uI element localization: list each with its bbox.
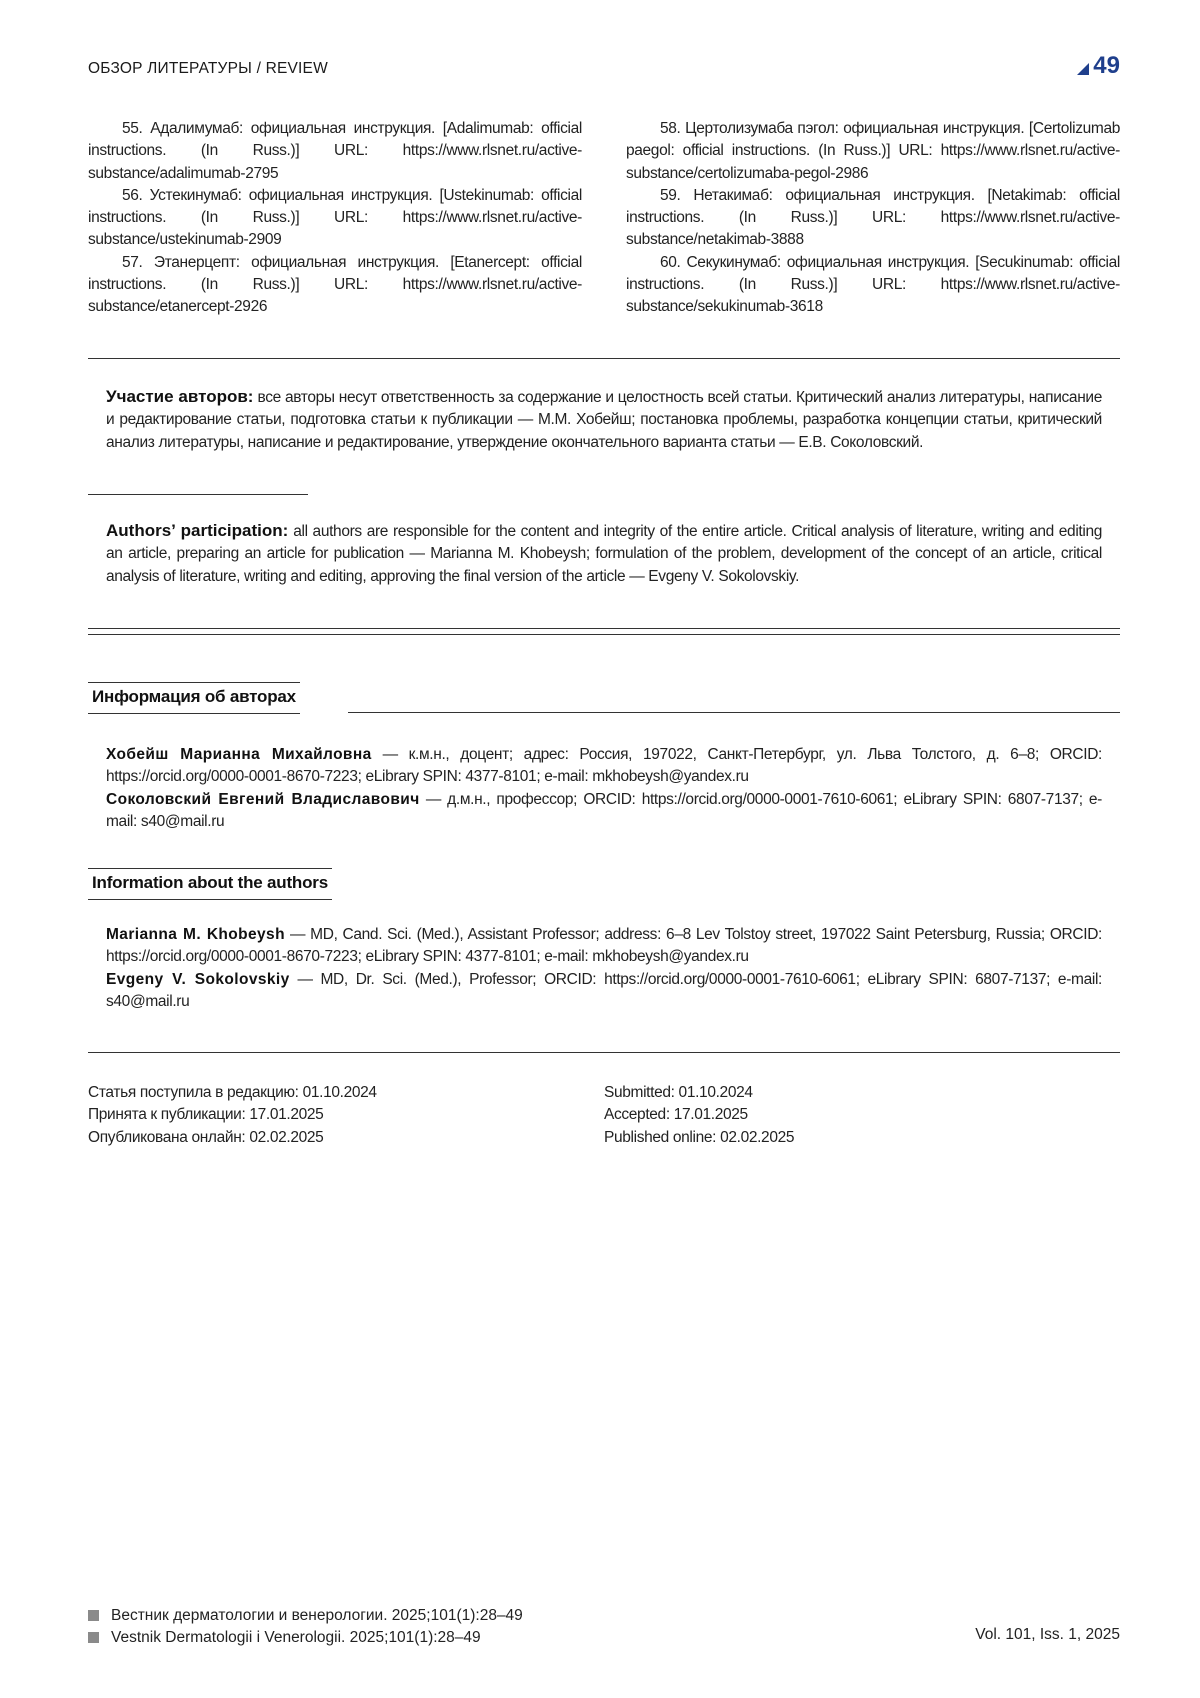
authors-en [106,924,1102,1013]
author-details: — MD, Dr. Sci. (Med.), Professor; ORCID: https://orcid.org/0000-0001-7610-6061; eLibrary SPIN: 6807-7137; e-mail: s40@mail.ru [106,970,1102,1010]
author-entry [106,789,1102,834]
dates-ru [88,1082,604,1149]
article-dates [88,1082,1120,1149]
references [88,118,1120,319]
divider [88,358,1120,359]
page-number-block [1077,52,1120,80]
author-entry [106,744,1102,789]
journal-title-en: Vestnik Dermatologii i Venerologii. 2025;101(1):28–49 [111,1628,481,1646]
participation-en-text: all authors are responsible for the content and integrity of the entire article. Critical analysis of literature, writing and editing an article, preparing an article for publication — Marianna M. Khobeysh; formulation of the problem, development of the concept of an article, critical analysis of literature, writing and editing, approving the final version of the article — Evgeny V. Sokolovskiy. [106,523,1103,585]
reference-item: 60. Секукинумаб: официальная инструкция. [Secukinumab: official instructions. (In Russ.)] URL: https://www.rlsnet.ru/active-substance/sekukinumab-3618 [626,253,1120,316]
author-name: Evgeny V. Sokolovskiy [106,970,290,988]
square-bullet-icon [88,1610,99,1621]
triangle-icon [1077,63,1089,75]
date-line: Submitted: 01.10.2024 [604,1084,753,1101]
authors-ru [106,744,1102,833]
page-number: 49 [1093,52,1120,79]
footer-line-en [88,1627,1120,1649]
short-divider [88,494,308,495]
author-name: Хобейш Марианна Михайловна [106,746,372,763]
participation-en-label: Authors’ participation: [106,521,289,540]
divider [88,1052,1120,1053]
author-name: Marianna M. Khobeysh [106,926,285,943]
author-entry [106,924,1102,969]
references-left-column [88,118,582,319]
volume-info: Vol. 101, Iss. 1, 2025 [975,1626,1120,1643]
author-details: — д.м.н., профессор; ORCID: https://orcid.org/0000-0001-7610-6061; eLibrary SPIN: 6807-7137; e-mail: s40@mail.ru [106,790,1102,830]
date-line: Published online: 02.02.2025 [604,1128,795,1146]
references-right-column [626,118,1120,319]
reference-item: 56. Устекинумаб: официальная инструкция. [Ustekinumab: official instructions. (In Russ.)] URL: https://www.rlsnet.ru/active-substance/ustekinumab-2909 [88,186,582,249]
reference-item: 59. Нетакимаб: официальная инструкция. [Netakimab: official instructions. (In Russ.)] URL: https://www.rlsnet.ru/active-substance/netakimab-3888 [626,186,1120,249]
footer-line-ru [88,1605,1120,1627]
date-line: Опубликована онлайн: 02.02.2025 [88,1128,324,1146]
section-title: ОБЗОР ЛИТЕРАТУРЫ / REVIEW [88,60,328,77]
reference-item: 57. Этанерцепт: официальная инструкция. [Etanercept: official instructions. (In Russ.)] URL: https://www.rlsnet.ru/active-substance/etanercept-2926 [88,253,582,316]
authors-ru-heading: Информация об авторах [88,682,300,714]
double-divider [88,628,1120,635]
author-name: Соколовский Евгений Владиславович [106,790,420,808]
authors-en-heading: Information about the authors [88,868,332,900]
journal-title-ru: Вестник дерматологии и венерологии. 2025;101(1):28–49 [111,1607,523,1624]
participation-ru [106,386,1102,454]
author-details: — к.м.н., доцент; адрес: Россия, 197022, Санкт-Петербург, ул. Льва Толстого, д. 6–8; ORCID: https://orcid.org/0000-0001-8670-7223; eLibrary SPIN: 4377-8101; e-mail: mkhobeysh@yandex.ru [106,746,1102,786]
date-line: Accepted: 17.01.2025 [604,1106,748,1124]
date-line: Статья поступила в редакцию: 01.10.2024 [88,1084,377,1101]
participation-ru-text: все авторы несут ответственность за содержание и целостность всей статьи. Критический анализ литературы, написание и редактирование статьи, подготовка статьи к публикации — М.М. Хобейш; постановка проблемы, разработка концепции статьи, критический анализ литературы, написание и редактирование, утверждение окончательного варианта статьи — Е.В. Соколовский. [106,389,1102,451]
page-footer [88,1605,1120,1648]
participation-ru-label: Участие авторов: [106,387,254,406]
square-bullet-icon [88,1632,99,1643]
participation-en [106,520,1102,588]
date-line: Принята к публикации: 17.01.2025 [88,1106,324,1124]
heading-line [348,712,1120,713]
author-details: — MD, Cand. Sci. (Med.), Assistant Professor; address: 6–8 Lev Tolstoy street, 197022 Saint Petersburg, Russia; ORCID: https://orcid.org/0000-0001-8670-7223; eLibrary SPIN: 4377-8101; e-mail: mkhobeysh@yandex.ru [106,926,1102,966]
reference-item: 55. Адалимумаб: официальная инструкция. [Adalimumab: official instructions. (In Russ.)] URL: https://www.rlsnet.ru/active-substance/adalimumab-2795 [88,120,582,182]
author-entry [106,969,1102,1014]
reference-item: 58. Цертолизумаба пэгол: официальная инструкция. [Certolizumab paegol: official instructions. (In Russ.)] URL: https://www.rlsnet.ru/active-substance/certolizumaba-pegol-2986 [626,120,1120,182]
dates-en [604,1082,1120,1149]
